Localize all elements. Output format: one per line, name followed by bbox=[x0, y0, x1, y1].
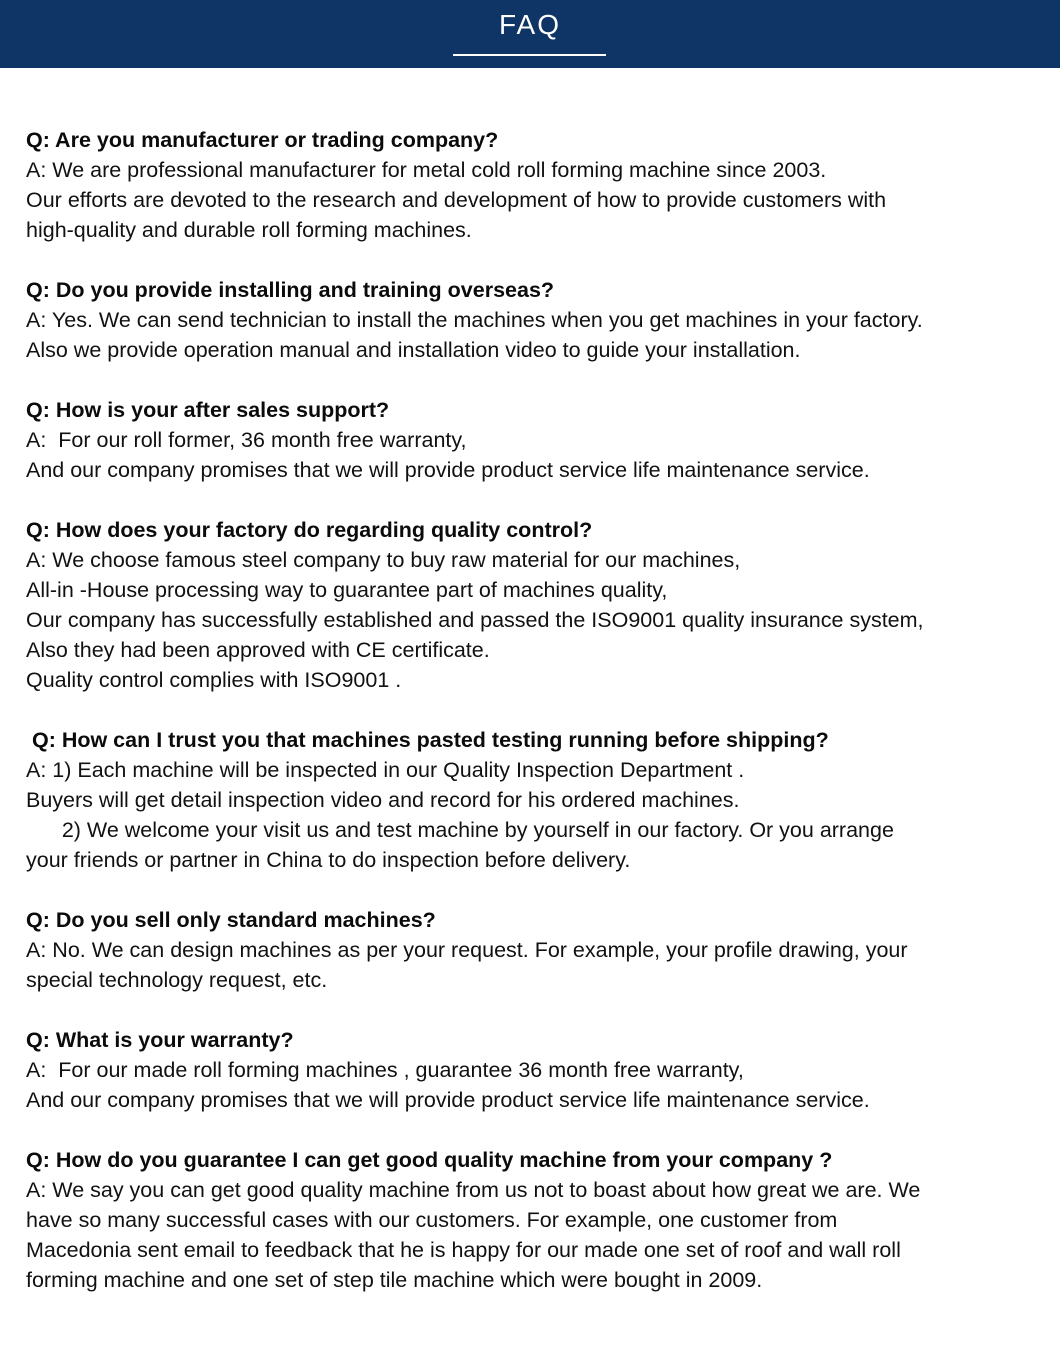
faq-question: Q: What is your warranty? bbox=[26, 1028, 294, 1052]
faq-answer-line: Our efforts are devoted to the research and development of how to provide customers with bbox=[26, 188, 887, 212]
faq-answer-line: have so many successful cases with our customers. For example, one customer from bbox=[26, 1208, 838, 1232]
faq-answer-line: special technology request, etc. bbox=[26, 968, 328, 992]
page-title: FAQ bbox=[498, 9, 561, 40]
faq-answer-line: A: For our roll former, 36 month free warranty, bbox=[26, 428, 467, 452]
faq-answer-line: Our company has successfully established and passed the ISO9001 quality insurance system, bbox=[26, 608, 924, 632]
faq-item bbox=[26, 125, 1036, 245]
faq-answer-line: A: No. We can design machines as per your request. For example, your profile drawing, your bbox=[26, 938, 908, 962]
faq-answer-line: A: We choose famous steel company to buy raw material for our machines, bbox=[26, 548, 741, 572]
faq-question: Q: How do you guarantee I can get good quality machine from your company ? bbox=[26, 1148, 833, 1172]
faq-item bbox=[26, 275, 1036, 365]
faq-item bbox=[26, 1025, 1036, 1115]
faq-answer-line: Quality control complies with ISO9001 . bbox=[26, 668, 402, 692]
faq-list bbox=[26, 125, 1036, 1325]
faq-answer-line: Also we provide operation manual and installation video to guide your installation. bbox=[26, 338, 801, 362]
faq-answer-line: 2) We welcome your visit us and test machine by yourself in our factory. Or you arrange bbox=[26, 818, 894, 842]
faq-question: Q: How does your factory do regarding quality control? bbox=[26, 518, 593, 542]
faq-answer-line: Macedonia sent email to feedback that he is happy for our made one set of roof and wall roll bbox=[26, 1238, 901, 1262]
faq-item bbox=[26, 905, 1036, 995]
faq-question: Q: How can I trust you that machines pasted testing running before shipping? bbox=[26, 728, 829, 752]
faq-question: Q: Do you sell only standard machines? bbox=[26, 908, 436, 932]
faq-question: Q: How is your after sales support? bbox=[26, 398, 390, 422]
faq-answer-line: A: Yes. We can send technician to install the machines when you get machines in your factory. bbox=[26, 308, 923, 332]
faq-answer-line: Also they had been approved with CE certificate. bbox=[26, 638, 490, 662]
faq-answer-line: A: For our made roll forming machines , guarantee 36 month free warranty, bbox=[26, 1058, 744, 1082]
faq-item bbox=[26, 725, 1036, 875]
faq-answer-line: And our company promises that we will provide product service life maintenance service. bbox=[26, 458, 870, 482]
faq-answer-line: A: We say you can get good quality machine from us not to boast about how great we are. We bbox=[26, 1178, 921, 1202]
faq-answer-line: your friends or partner in China to do inspection before delivery. bbox=[26, 848, 631, 872]
faq-answer-line: forming machine and one set of step tile machine which were bought in 2009. bbox=[26, 1268, 763, 1292]
title-underline bbox=[453, 54, 606, 56]
faq-item bbox=[26, 515, 1036, 695]
faq-answer-line: high-quality and durable roll forming machines. bbox=[26, 218, 472, 242]
faq-item bbox=[26, 395, 1036, 485]
faq-question: Q: Are you manufacturer or trading company? bbox=[26, 128, 499, 152]
faq-answer-line: Buyers will get detail inspection video and record for his ordered machines. bbox=[26, 788, 740, 812]
faq-answer-line: And our company promises that we will provide product service life maintenance service. bbox=[26, 1088, 870, 1112]
faq-header-banner bbox=[0, 0, 1060, 68]
faq-question: Q: Do you provide installing and training overseas? bbox=[26, 278, 555, 302]
faq-item bbox=[26, 1145, 1036, 1295]
faq-answer-line: All-in -House processing way to guarantee part of machines quality, bbox=[26, 578, 668, 602]
faq-answer-line: A: We are professional manufacturer for metal cold roll forming machine since 2003. bbox=[26, 158, 827, 182]
faq-answer-line: A: 1) Each machine will be inspected in our Quality Inspection Department . bbox=[26, 758, 745, 782]
